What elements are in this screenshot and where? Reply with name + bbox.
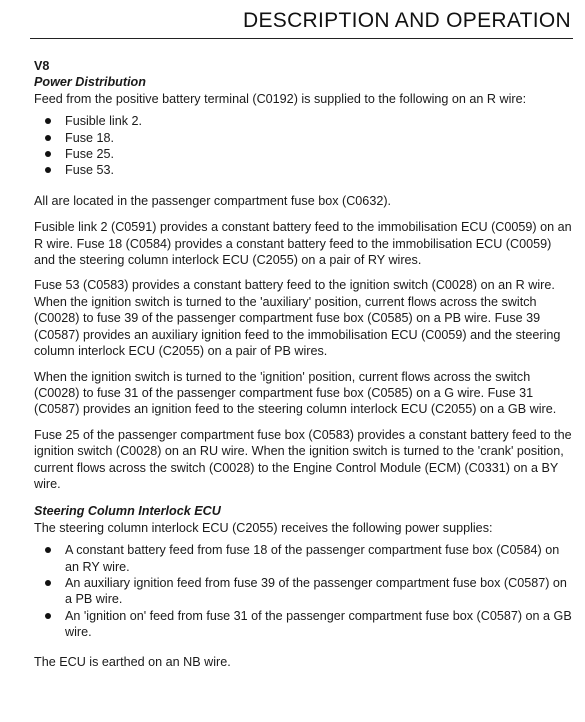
steering-interlock-intro: The steering column interlock ECU (C2055) receives the following power supplies: <box>34 520 493 535</box>
spacer <box>34 179 574 193</box>
spacer <box>34 492 574 503</box>
list-item-text: Fuse 25. <box>65 147 115 162</box>
bullet-icon <box>45 118 51 124</box>
spacer <box>34 209 574 219</box>
steering-interlock-heading: Steering Column Interlock ECU <box>34 504 221 519</box>
paragraph-ignition-position: When the ignition switch is turned to the 'ignition' position, current flows across the switch (C0028) to fuse 31 of the passenger compartment fuse box (C0585) on a G wire. Fuse 31 (C0587) provides an ignition feed to the steering column interlock ECU (C2055) on a GB wire. <box>34 369 557 417</box>
spacer <box>34 268 574 277</box>
spacer <box>34 641 574 654</box>
list-item <box>34 130 574 146</box>
bullet-icon <box>45 151 51 157</box>
paragraph-fuse-53: Fuse 53 (C0583) provides a constant battery feed to the ignition switch (C0028) on an R wire. When the ignition switch is turned to the 'auxiliary' position, current flows across the switch (C0028) to fuse 39 of the passenger compartment fuse box (C0585) on a PB wire. Fuse 39 (C0587) provides an auxiliary ignition feed to the immobilisation ECU (C0059) and the steering column interlock ECU (C2055) on a pair of PB wires. <box>34 278 561 359</box>
section-code: V8 <box>34 59 50 73</box>
list-item-text: Fuse 53. <box>65 163 115 178</box>
header-divider <box>30 38 573 39</box>
power-distribution-heading: Power Distribution <box>34 75 146 90</box>
bullet-icon <box>45 167 51 173</box>
bullet-icon <box>45 135 51 141</box>
list-item <box>34 146 574 162</box>
fuse-list <box>34 113 574 179</box>
power-distribution-intro: Feed from the positive battery terminal (C0192) is supplied to the following on an R wire: <box>34 91 527 106</box>
list-item <box>34 608 574 641</box>
list-item <box>34 575 574 608</box>
bullet-icon <box>45 580 51 586</box>
list-item <box>34 542 574 575</box>
paragraph-fuse-box-location: All are located in the passenger compartment fuse box (C0632). <box>34 193 392 208</box>
page-header-title: DESCRIPTION AND OPERATION <box>243 9 571 32</box>
list-item-text: A constant battery feed from fuse 18 of the passenger compartment fuse box (C0584) on an RY wire. <box>65 543 560 574</box>
list-item-text: Fusible link 2. <box>65 114 142 129</box>
power-supply-list <box>34 542 574 640</box>
list-item-text: An auxiliary ignition feed from fuse 39 of the passenger compartment fuse box (C0587) on a PB wire. <box>65 575 567 607</box>
paragraph-fusible-link: Fusible link 2 (C0591) provides a constant battery feed to the immobilisation ECU (C0059) on an R wire. Fuse 18 (C0584) provides a constant battery feed to the immobilisation ECU (C0059) and the steering column interlock ECU (C2055) on a pair of RY wires. <box>34 220 572 268</box>
list-item-text: Fuse 18. <box>65 130 115 145</box>
list-item <box>34 162 574 178</box>
list-item-text: An 'ignition on' feed from fuse 31 of the passenger compartment fuse box (C0587) on a GB wire. <box>65 608 572 640</box>
list-item <box>34 113 574 129</box>
document-body <box>34 58 574 670</box>
bullet-icon <box>45 547 51 553</box>
spacer <box>34 360 574 369</box>
spacer <box>34 418 574 427</box>
paragraph-earth: The ECU is earthed on an NB wire. <box>34 654 231 669</box>
paragraph-fuse-25: Fuse 25 of the passenger compartment fuse box (C0583) provides a constant battery feed to the ignition switch (C0028) on an RU wire. When the ignition switch is turned to the 'crank' position, current flows across the switch (C0028) to the Engine Control Module (ECM) (C0331) on a BY wire. <box>34 427 572 491</box>
bullet-icon <box>45 613 51 619</box>
